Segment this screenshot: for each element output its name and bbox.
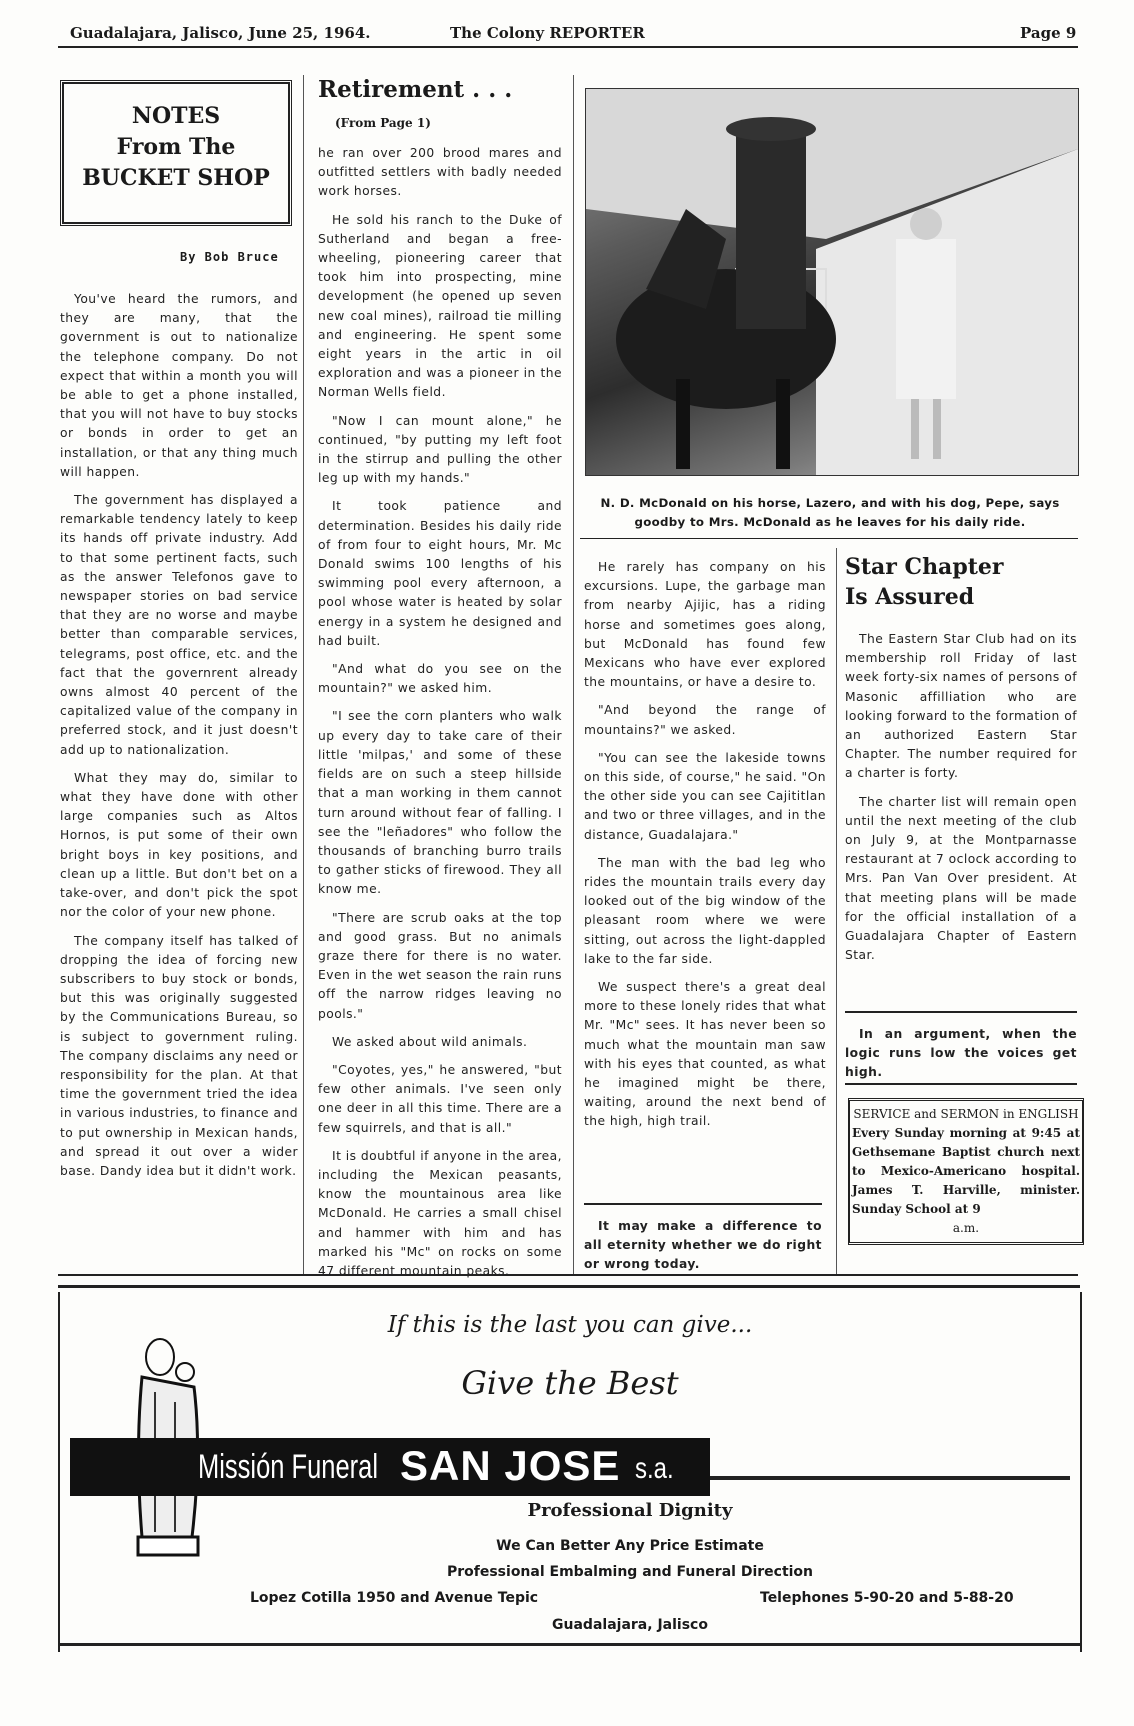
notice-tail: a.m. [952,1221,980,1235]
church-service-notice [848,1098,1084,1245]
section-rule [58,1274,1078,1276]
bucket-shop-article [60,290,298,1190]
column-title-box [60,80,292,226]
retirement-continued [584,558,826,1141]
photo-image [586,89,1078,475]
ad-line: We Can Better Any Price Estimate [496,1538,764,1554]
photo-caption: N. D. McDonald on his horse, Lazero, and with his dog, Pepe, says goodby to Mrs. McDonald as he leaves for his daily ride. [600,496,1060,529]
filler-rule [845,1083,1077,1085]
article-headline: Retirement . . . [318,76,513,103]
paragraph: The charter list will remain open until the next meeting of the club on July 9, at the Montparnasse restaurant at 7 oclock according to Mrs. Pan Van Over president. At that meeting plans will be made for the official installation of a Guadalajara Chapter of Eastern Star. [845,794,1077,963]
brand-suffix: s.a. [635,1452,674,1485]
filler-rule [584,1203,822,1205]
ad-top-rule [58,1285,1080,1288]
masthead-rule [58,46,1078,48]
page-number: Page 9 [1020,24,1077,42]
paragraph: he ran over 200 brood mares and outfitted settlers with badly needed work horses. [318,146,562,199]
photo-horse-rider [585,88,1079,476]
paragraph: The man with the bad leg who rides the mountain trails every day looked out of the big window of the pleasant room where we were sitting, out across the light-dappled lake to the far side. [584,855,826,966]
ad-headline: Give the Best [461,1364,679,1402]
paragraph: It may make a difference to all eternity whether we do right or wrong today. [584,1219,822,1272]
paragraph: "And beyond the range of mountains?" we asked. [584,703,826,737]
notice-body: Every Sunday morning at 9:45 at Gethsemane Baptist church next to Mexico-Americano hospital. James T. Harville, minister. Sunday School at 9 [852,1126,1080,1216]
paragraph: He rarely has company on his excursions. Lupe, the garbage man from nearby Ajijic, has a riding horse and sometimes goes along, but McDonald has found few Mexicans who have ever explored the mountains, or have a desire to. [584,560,826,690]
paragraph: "You can see the lakeside towns on this side, of course," he said. "On the other side you can see Cajititlan and two or three villages, and in the distance, Guadalajara." [584,750,826,842]
headline-line: Star Chapter [845,554,1004,580]
paragraph: "Coyotes, yes," he answered, "but few other animals. I've seen only one deer in all this time. There are a few squirrels, and that is all." [318,1062,562,1135]
ad-line: Professional Embalming and Funeral Direction [446,1564,814,1580]
star-chapter-article [845,630,1077,974]
brand-name: SAN JOSE [400,1442,621,1489]
dateline: Guadalajara, Jalisco, June 25, 1964. [70,24,371,42]
headline-line: Is Assured [845,584,975,610]
column-divider [303,75,304,1275]
paragraph: It took patience and determination. Besides his daily ride of from four to eight hours, Mr. Mc Donald swims 100 lengths of his swimming pool every afternoon, a pool whose water is heated by solar energy in a system he designed and had built. [318,499,562,648]
paragraph: The Eastern Star Club had on its membership roll Friday of last week forty-six names of persons of Masonic affilliation who are looking forward to the formation of an authorized Eastern Star Chapter. The number required for a charter is forty. [845,632,1077,781]
column-divider [573,75,574,1275]
ad-brand-banner [70,1438,710,1496]
paragraph: "I see the corn planters who walk up every day to take care of their little 'milpas,' and some of these fields are on such a steep hillside that a man working in them cannot turn around without fear of falling. I see the "leñadores" who follow the thousands of branching burro trails to gather sticks of firewood. They all know me. [318,709,562,897]
filler-quote [584,1217,822,1284]
star-chapter-headline [845,552,1003,612]
retirement-article [318,144,562,1290]
caption-rule [580,538,1078,539]
ad-phones: Telephones 5-90-20 and 5-88-20 [760,1590,1014,1606]
column-title-line: From The [116,134,236,160]
paragraph: He sold his ranch to the Duke of Sutherland and began a free-wheeling, pioneering career that took him into prospecting, mine development (he opened up seven new coal mines), railroad tie milling and engineering. He spent some eight years in the artic in oil exploration and was a pioneer in the Norman Wells field. [318,212,562,400]
paragraph: In an argument, when the logic runs low the voices get high. [845,1027,1077,1080]
paragraph: The government has displayed a remarkable tendency lately to keep its hands off private industry. Add to that some pertinent facts, such as the answer Telefonos gave to newspaper stories on bad service that they are no worse and maybe better than comparable services, telegrams, post office, etc. and the fact that the governrent already owns almost 40 percent of the capitalized value of the company in preferred stock, and it just doesn't add up to nationalization. [60,493,298,757]
column-title-line: NOTES [131,103,221,129]
paragraph: "There are scrub oaks at the top and good grass. But no animals graze there for there is no water. Even in the wet season the rain runs off the narrow ridges leaving no pools." [318,910,562,1021]
filler-quote [845,1025,1077,1092]
column-divider [836,548,837,1275]
paragraph: It is doubtful if anyone in the area, including the Mexican peasants, know the mountainous area like McDonald. He carries a small chisel and hammer with him and has marked his "Mc" on rocks on some 47 different mountain peaks. [318,1148,562,1278]
paragraph: You've heard the rumors, and they are many, that the government is out to nationalize the telephone company. Do not expect that within a month you will be able to get a phone installed, that you will not have to buy stocks or bonds in order to get an installation, or that any thing much will happen. [60,292,298,479]
paragraph: What they may do, similar to what they have done with other large companies such as Altos Hornos, is put some of their own bright boys in key positions, and clean up a little. But don't bet on a take-over, and don't pick the spot nor the color of your new phone. [60,770,298,920]
paragraph: We asked about wild animals. [332,1034,528,1049]
paragraph: We suspect there's a great deal more to these lonely rides that what Mr. "Mc" sees. It has never been so much what the mountain man saw with his eyes that counted, as what he imagined might be there, waiting, around the next bend of the high, high trail. [584,980,826,1129]
paper-name: The Colony REPORTER [450,24,645,42]
ad-slogan: Professional Dignity [527,1500,733,1521]
banner-rule [710,1476,1070,1480]
paragraph: The company itself has talked of dropping the idea of forcing new subscribers to buy stock or bonds, but this was originally suggested by the Communications Bureau, so is subject to government ruling. The company disclaims any need or responsibility for the plan. At that time the government tried the idea in various industries, to finance and to put ownership in Mexican hands, and spread it out over a wider base. Dandy idea but it didn't work. [60,933,298,1178]
notice-title: SERVICE and SERMON in ENGLISH [853,1107,1079,1121]
filler-rule [845,1011,1077,1013]
paragraph: "Now I can mount alone," he continued, "by putting my left foot in the stirrup and pulling the other leg up with my hands." [318,413,562,486]
column-title-line: BUCKET SHOP [82,165,270,191]
ad-tagline: If this is the last you can give... [387,1312,753,1338]
brand-script: Missión Funeral [198,1448,378,1486]
ad-city: Guadalajara, Jalisco [552,1617,708,1633]
paragraph: "And what do you see on the mountain?" we asked him. [318,662,562,696]
byline: By Bob Bruce [180,250,279,264]
continued-from: (From Page 1) [335,116,431,130]
ad-address: Lopez Cotilla 1950 and Avenue Tepic [250,1590,539,1606]
